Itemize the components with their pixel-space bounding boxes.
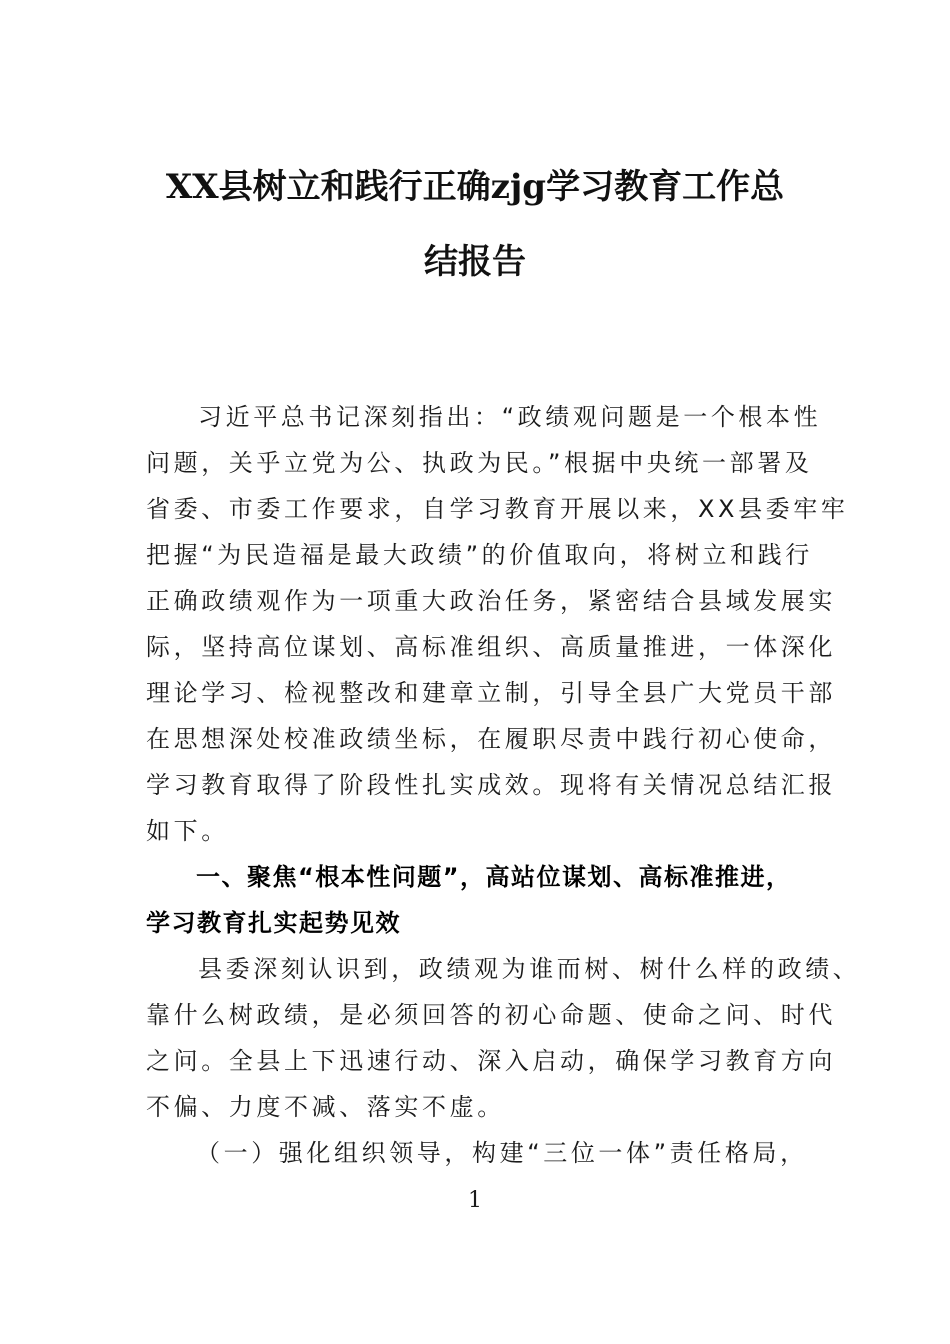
subsection-heading-1: （一）强化组织领导，构建“三位一体”责任格局，	[196, 1139, 808, 1167]
paragraph-1-line-2: 问题，关乎立党为公、执政为民。”根据中央统一部署及	[146, 449, 813, 477]
paragraph-1-line-4: 把握“为民造福是最大政绩”的价值取向，将树立和践行	[146, 541, 813, 569]
section-heading-1-line-1: 一、聚焦“根本性问题”，高站位谋划、高标准推进，	[196, 863, 792, 891]
paragraph-1-line-9: 学习教育取得了阶段性扎实成效。现将有关情况总结汇报	[146, 771, 836, 799]
paragraph-1-line-8: 在思想深处校准政绩坐标，在履职尽责中践行初心使命，	[146, 725, 836, 753]
document-title-line-1: XX县树立和践行正确zjg学习教育工作总	[165, 167, 785, 207]
paragraph-1-line-3: 省委、市委工作要求，自学习教育开展以来，XX县委牢牢	[146, 495, 849, 523]
paragraph-1-line-1: 习近平总书记深刻指出：“政绩观问题是一个根本性	[198, 403, 822, 431]
document-title-line-2: 结报告	[424, 242, 526, 282]
paragraph-2-line-2: 靠什么树政绩，是必须回答的初心命题、使命之问、时代	[146, 1001, 836, 1029]
paragraph-1-line-10: 如下。	[146, 817, 229, 845]
paragraph-2-line-1: 县委深刻认识到，政绩观为谁而树、树什么样的政绩、	[198, 955, 861, 983]
paragraph-1-line-6: 际，坚持高位谋划、高标准组织、高质量推进，一体深化	[146, 633, 836, 661]
paragraph-2-line-3: 之问。全县上下迅速行动、深入启动，确保学习教育方向	[146, 1047, 836, 1075]
paragraph-1-line-7: 理论学习、检视整改和建章立制，引导全县广大党员干部	[146, 679, 836, 707]
paragraph-2-line-4: 不偏、力度不减、落实不虚。	[146, 1093, 505, 1121]
page-number: 1	[468, 1188, 482, 1213]
paragraph-1-line-5: 正确政绩观作为一项重大政治任务，紧密结合县域发展实	[146, 587, 836, 615]
section-heading-1-line-2: 学习教育扎实起势见效	[146, 909, 401, 937]
